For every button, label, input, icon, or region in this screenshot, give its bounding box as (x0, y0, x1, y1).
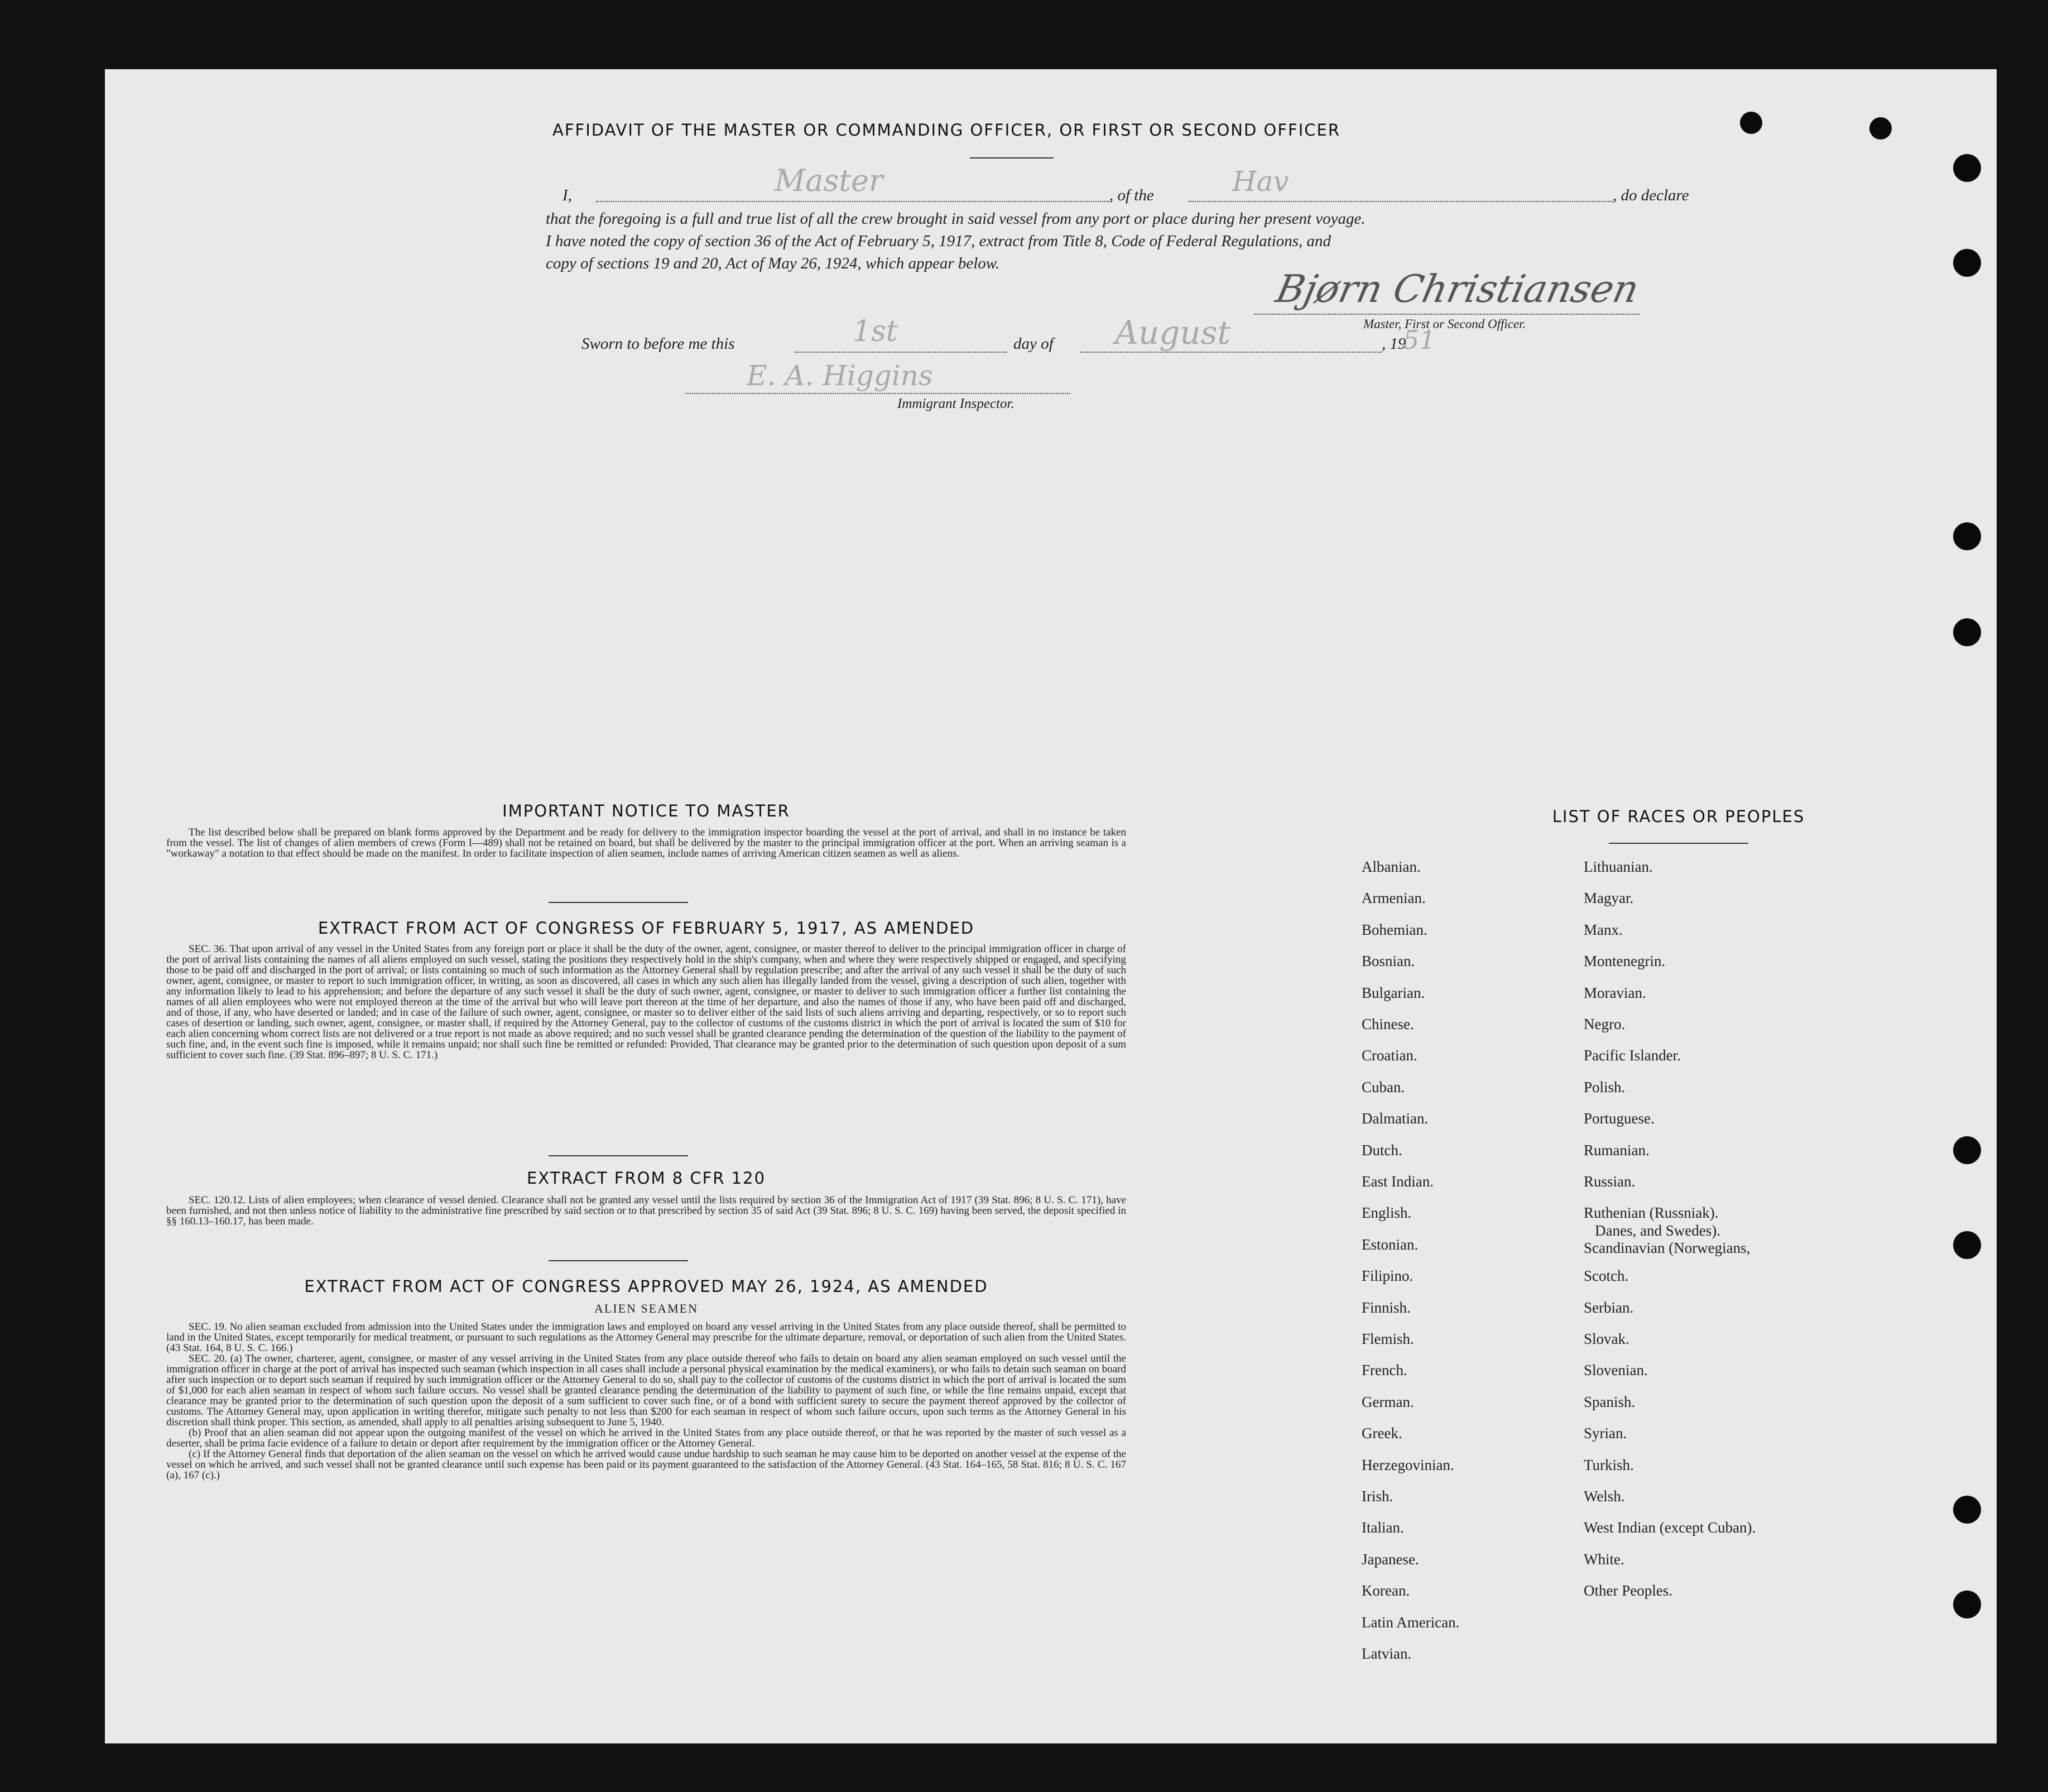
extractcfr-body-text: SEC. 120.12. Lists of alien employees; when clearance of vessel denied. Clearance shall not be granted any vessel until the lists required by section 36 of the Immigration Act of 1917 (39 Stat. 896; 8 U. S. C. 171), have been furnished, and not then unless notice of liability to the administrative fine prescribed by said section or to that prescribed by section 35 of said Act (39 Stat. 896; 8 U. S. C. 169) having been served, the deposit specified in §§ 160.13–160.17, has been made. (166, 1194, 1126, 1227)
punch-hole (1953, 154, 1981, 182)
sworn-year-prefix: , 19 (1382, 335, 1406, 353)
race-item: Lithuanian. (1584, 858, 1653, 875)
race-item: Bulgarian. (1362, 984, 1425, 1001)
race-item: Scandinavian (Norwegians, (1584, 1239, 1751, 1256)
race-item: Welsh. (1584, 1488, 1625, 1505)
master-signature: Bjørn Christiansen (1272, 267, 1643, 311)
extract1917-rule (549, 1155, 688, 1156)
notice-body (166, 827, 1126, 859)
race-item: Estonian. (1362, 1236, 1419, 1253)
race-item: Pacific Islander. (1584, 1047, 1681, 1064)
race-item: German. (1362, 1393, 1414, 1410)
extract1924-title: EXTRACT FROM ACT OF CONGRESS APPROVED MAY 26, 1924, AS AMENDED (304, 1277, 988, 1296)
affidavit-line1-prefix: I, (563, 186, 572, 204)
race-item: English. (1362, 1204, 1412, 1222)
race-item: Spanish. (1584, 1393, 1636, 1410)
race-item: Polish. (1584, 1078, 1626, 1096)
race-item: Scotch. (1584, 1267, 1629, 1285)
race-item: West Indian (except Cuban). (1584, 1519, 1756, 1536)
affidavit-line1-suffix: , do declare (1613, 186, 1689, 204)
master-name-line (596, 201, 1109, 202)
extract1924-paragraph: SEC. 19. No alien seaman excluded from admission into the United States under the immigration laws and employed on board any vessel arriving in the United States from any place outside thereof, shall be permitted to land in the United States, except temporarily for medical treatment, or pursuant to such regulations as the Attorney General may prescribe for the ultimate departure, removal, or deportation of such alien from the United States. (43 Stat. 164, 8 U. S. C. 166.) (166, 1321, 1126, 1354)
race-item: Manx. (1584, 921, 1623, 938)
punch-hole (1953, 618, 1981, 646)
race-item: Bosnian. (1362, 953, 1415, 970)
signature-caption: Master, First or Second Officer. (1363, 317, 1526, 331)
affidavit-line2: that the foregoing is a full and true list of all the crew brought in said vessel from any port or place during her present voyage. (546, 210, 1366, 228)
inspector-line (685, 393, 1070, 394)
race-item: Russian. (1584, 1173, 1636, 1190)
extract1924-body (166, 1322, 1126, 1481)
race-item: Bohemian. (1362, 921, 1427, 938)
race-item: Flemish. (1362, 1330, 1414, 1347)
race-item: Dutch. (1362, 1141, 1402, 1159)
sworn-day-of: day of (1013, 335, 1054, 353)
races-title: LIST OF RACES OR PEOPLES (1552, 807, 1805, 826)
race-item: Irish. (1362, 1488, 1393, 1505)
extractcfr-title: EXTRACT FROM 8 CFR 120 (526, 1169, 766, 1188)
race-item: French. (1362, 1362, 1407, 1379)
race-item: Danes, and Swedes). (1595, 1222, 1720, 1239)
extract1924-subtitle: ALIEN SEAMEN (594, 1301, 698, 1315)
notice-rule (549, 902, 688, 903)
race-item: Herzegovinian. (1362, 1456, 1454, 1473)
sworn-day-handwritten: 1st (853, 315, 898, 348)
race-item: Latvian. (1362, 1645, 1412, 1662)
title-rule (970, 157, 1054, 158)
extract1917-body (166, 944, 1126, 1060)
extract1924-paragraph: (b) Proof that an alien seaman did not appear upon the outgoing manifest of the vessel on which he arrived in the United States from any place outside thereof, or that he was reported by the master of such vessel as a deserter, shall be prima facie evidence of a failure to detain or deport after requirement by the immigration officer or the Attorney General. (166, 1427, 1126, 1449)
extract1917-title: EXTRACT FROM ACT OF CONGRESS OF FEBRUARY 5, 1917, AS AMENDED (318, 919, 975, 938)
sworn-month-line (1080, 352, 1382, 353)
extract1917-body-text: SEC. 36. That upon arrival of any vessel in the United States from any foreign port or place it shall be the duty of the owner, agent, consignee, or master thereof to deliver to the principal immigration officer in charge of the port of arrival lists containing the names of all aliens employed on such vessel, stating the positions they respectively hold in the ship's company, when and where they were respectively shipped or engaged, and specifying those to be paid off and discharged in the port of arrival; or lists containing so much of such information as the Attorney General shall by regulation prescribe; and after the arrival of any such vessel it shall be the duty of such owner, agent, consignee, or master to report to such immigration officer, in writing, as soon as discovered, all cases in which any such alien has illegally landed from the vessel, giving a description of such alien, together with any information likely to lead to his apprehension; and before the departure of any such vessel it shall be the duty of such owner, agent, consignee, or master to deliver to such immigration officer a further list containing the names of all alien employees who were not employed thereon at the time of the arrival but who will leave port thereon at the time of her departure, and also the names of those if any, who have been paid off and discharged, and of those, if any, who have deserted or landed; and in case of the failure of such owner, agent, consignee, or master so to deliver either of the said lists of such aliens arriving and departing, respectively, or so to report such cases of desertion or landing, such owner, agent, consignee, or master shall, if required by the Attorney General, pay to the collector of customs of the customs district in which the port of arrival is located the sum of $10 for each alien concerning whom correct lists are not delivered or a true report is not made as above required; and no such vessel shall be granted clearance pending the determination of the question of the liability to the payment of such fine, and, in the event such fine is imposed, while it remains unpaid; nor shall such fine be remitted or refunded: Provided, That clearance may be granted prior to the determination of such question upon deposit of a sum sufficient to cover such fine. (39 Stat. 896–897; 8 U. S. C. 171.) (166, 943, 1126, 1061)
race-item: East Indian. (1362, 1173, 1434, 1190)
race-item: Ruthenian (Russniak). (1584, 1204, 1719, 1222)
race-item: Negro. (1584, 1016, 1626, 1032)
punch-hole (1869, 117, 1892, 140)
extract1924-paragraph: SEC. 20. (a) The owner, charterer, agent, consignee, or master of any vessel arriving in the United States from any place outside thereof who fails to detain on board any alien seaman employed on such vessel until the immigration officer in charge at the port of arrival has inspected such seaman (which inspection in all cases shall include a personal physical examination by the medical examiners), or who fails to detain such seaman on board after such inspection or to deport such seaman if required by such immigration officer or the Attorney General to do so, shall pay to the collector of customs of the customs district in which the port of arrival is located the sum of $1,000 for each alien seaman in respect of whom such failure occurs. No vessel shall be granted clearance pending the determination of the liability to payment of such fine, or while the fine remains unpaid, except that clearance may be granted prior to the determination of such question upon the deposit of a sum sufficient to cover such fine, or of a bond with sufficient surety to secure the payment thereof approved by the collector of customs. The Attorney General may, upon application in writing therefor, mitigate such penalty to not less than $200 for each seaman in respect of whom such failure occurs, upon such terms as the Attorney General in his discretion shall think proper. This section, as amended, shall apply to all penalties arising subsequent to June 5, 1940. (166, 1353, 1126, 1428)
race-item: Moravian. (1584, 984, 1646, 1001)
race-item: Finnish. (1362, 1299, 1411, 1316)
race-item: Croatian. (1362, 1047, 1417, 1064)
race-item: Filipino. (1362, 1267, 1414, 1285)
race-item: Albanian. (1362, 858, 1421, 875)
race-item: Syrian. (1584, 1425, 1627, 1442)
punch-hole (1953, 522, 1981, 550)
race-item: Magyar. (1584, 890, 1634, 907)
sworn-year-handwritten: 51 (1403, 325, 1436, 355)
punch-hole (1953, 1231, 1981, 1259)
signature-rule (1254, 314, 1640, 315)
notice-title: IMPORTANT NOTICE TO MASTER (502, 801, 790, 820)
extractcfr-body (166, 1195, 1126, 1227)
race-item: Cuban. (1362, 1078, 1405, 1096)
race-item: Greek. (1362, 1425, 1402, 1442)
sworn-month-handwritten: August (1115, 314, 1230, 352)
race-item: Serbian. (1584, 1299, 1634, 1316)
race-item: Other Peoples. (1584, 1582, 1672, 1599)
sworn-day-line (795, 352, 1007, 353)
race-item: Japanese. (1362, 1550, 1419, 1568)
notice-body-text: The list described below shall be prepared on blank forms approved by the Department and be ready for delivery to the immigration inspector boarding the vessel at the port of arrival, and shall in no instance be taken from the vessel. The list of changes of alien members of crews (Form I—489) shall not be retained on board, but shall be delivered by the master to the principal immigration officer at the port. When an arriving seaman is a "workaway" a notation to that effect should be made on the manifest. In order to facilitate inspection of alien seamen, include names of arriving American citizen seamen as well as aliens. (166, 827, 1126, 859)
vessel-name-line (1189, 201, 1613, 202)
inspector-signature: E. A. Higgins (747, 359, 933, 392)
affidavit-line4: copy of sections 19 and 20, Act of May 26, 1924, which appear below. (546, 254, 1000, 272)
affidavit-line3: I have noted the copy of section 36 of the Act of February 5, 1917, extract from Title 8, Code of Federal Regulations, and (546, 232, 1331, 250)
race-item: White. (1584, 1550, 1624, 1568)
race-item: Chinese. (1362, 1016, 1414, 1032)
vessel-name-handwritten: Hav (1232, 165, 1289, 198)
race-item: Italian. (1362, 1519, 1404, 1536)
race-item: Armenian. (1362, 890, 1426, 907)
punch-hole (1953, 1136, 1981, 1164)
extractcfr-rule (549, 1260, 688, 1261)
race-item: Rumanian. (1584, 1141, 1650, 1159)
punch-hole (1953, 1591, 1981, 1618)
inspector-caption: Immigrant Inspector. (897, 396, 1015, 411)
master-name-handwritten: Master (775, 163, 883, 198)
races-rule (1609, 843, 1748, 844)
race-item: Montenegrin. (1584, 953, 1666, 970)
extract1924-paragraph: (c) If the Attorney General finds that deportation of the alien seaman on the vessel on which he arrived would cause undue hardship to such seaman he may cause him to be deported on another vessel at the expense of the vessel on which he arrived, and such vessel shall not be granted clearance until such expense has been paid or its payment guaranteed to the satisfaction of the Attorney General. (43 Stat. 164–165, 58 Stat. 816; 8 U. S. C. 167 (a), 167 (c).) (166, 1448, 1126, 1481)
affidavit-line1-mid: , of the (1109, 186, 1154, 204)
race-item: Korean. (1362, 1582, 1410, 1599)
race-item: Latin American. (1362, 1613, 1460, 1631)
document-page (105, 69, 1997, 1743)
race-item: Portuguese. (1584, 1110, 1655, 1127)
punch-hole (1953, 249, 1981, 277)
affidavit-title: AFFIDAVIT OF THE MASTER OR COMMANDING OFFICER, OR FIRST OR SECOND OFFICER (552, 121, 1340, 140)
sworn-prefix: Sworn to before me this (581, 335, 735, 353)
punch-hole (1953, 1496, 1981, 1524)
race-item: Slovenian. (1584, 1362, 1648, 1379)
race-item: Dalmatian. (1362, 1110, 1429, 1127)
race-item: Turkish. (1584, 1456, 1634, 1473)
race-item: Slovak. (1584, 1330, 1629, 1347)
